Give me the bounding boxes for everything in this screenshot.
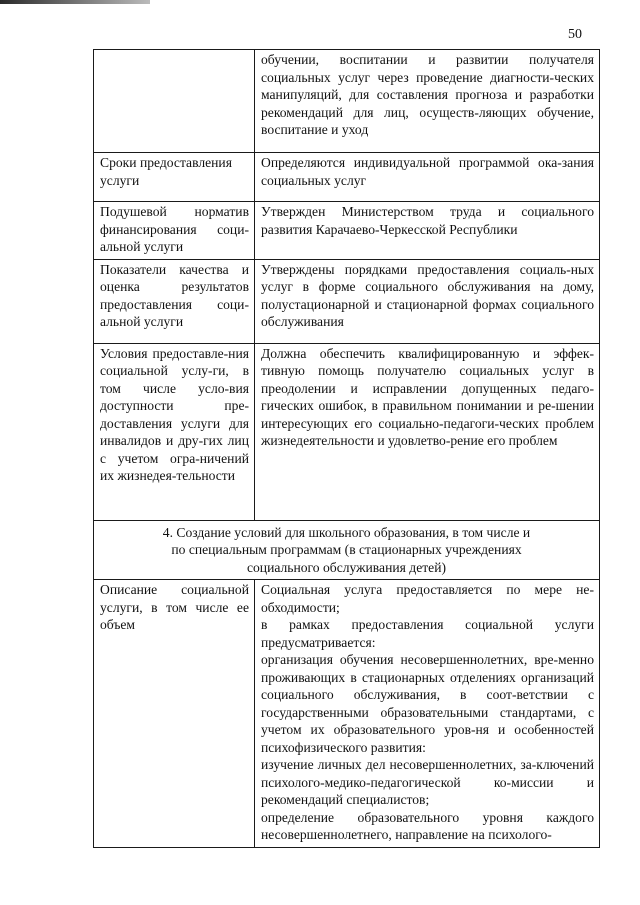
section-title-line: по специальным программам (в стационарных учреждениях xyxy=(171,542,522,557)
row-label-cell xyxy=(94,50,255,153)
table-row xyxy=(94,202,600,260)
paragraph: определение образовательного уровня каждого несовершеннолетнего, направление на психолого- xyxy=(261,809,594,842)
table-row xyxy=(94,153,600,202)
paragraph: изучение личных дел несовершеннолетних, за-ключений психолого-медико-педагогической ко-миссии и рекомендаций специалистов; xyxy=(261,757,594,807)
row-content-cell: Определяются индивидуальной программой ока-зания социальных услуг xyxy=(255,153,600,202)
row-label-cell: Описание социальной услуги, в том числе ее объем xyxy=(94,580,255,848)
row-content-cell: Утверждены порядками предоставления социаль-ных услуг в форме социального обслуживания на дому, полустационарной и стационарной формах социального обслуживания xyxy=(255,259,600,343)
paragraph: организация обучения несовершеннолетних, вре-менно проживающих в стационарных отделениях организаций социального обслуживания, в соот-ветствии с государственными образовательными стандартами, с учетом их образовательного уров-ня и особенностей психофизического развития: xyxy=(261,652,594,755)
section-title-line: 4. Создание условий для школьного образования, в том числе и xyxy=(162,524,531,540)
table-row xyxy=(94,259,600,343)
paragraph: в рамках предоставления социальной услуги предусматривается: xyxy=(261,617,594,650)
table-row xyxy=(94,50,600,153)
section-heading-row xyxy=(94,520,600,580)
paragraph: Социальная услуга предоставляется по мере не-обходимости; xyxy=(261,582,594,615)
row-label-cell: Условия предоставле-ния социальной услу-ги, в том числе усло-вия доступности пре-доставления услуги для инвалидов и дру-гих лиц с учетом огра-ничений их жизнедея-тельности xyxy=(94,343,255,520)
section-title-line: социального обслуживания детей) xyxy=(246,559,447,575)
row-content-cell: обучении, воспитании и развитии получателя социальных услуг через проведение диагности-ческих манипуляций, для составления прогноза и разработки рекомендаций для лиц, осуществ-ляющих обучение, воспитание и уход xyxy=(255,50,600,153)
page-number: 50 xyxy=(568,27,582,42)
scan-edge-artifact xyxy=(0,0,150,4)
row-label-cell: Подушевой норматив финансирования соци-альной услуги xyxy=(94,202,255,260)
row-label-cell: Сроки предоставления услуги xyxy=(94,153,255,202)
services-table xyxy=(93,49,600,848)
row-content-cell: Должна обеспечить квалифицированную и эффек-тивную помощь получателю социальных услуг в преодолении и исправлении допущенных педаго-гических ошибок, в правильном понимании и ре-шении интересующих его социально-педагоги-ческих проблем жизнедеятельности и удовлетво-рение его проблем xyxy=(255,343,600,520)
row-content-cell: Утвержден Министерством труда и социального развития Карачаево-Черкесской Республики xyxy=(255,202,600,260)
row-label-cell: Показатели качества и оценка результатов предоставления соци-альной услуги xyxy=(94,259,255,343)
table-row xyxy=(94,343,600,520)
section-title xyxy=(94,520,600,580)
table-row xyxy=(94,580,600,848)
row-content-cell xyxy=(255,580,600,848)
